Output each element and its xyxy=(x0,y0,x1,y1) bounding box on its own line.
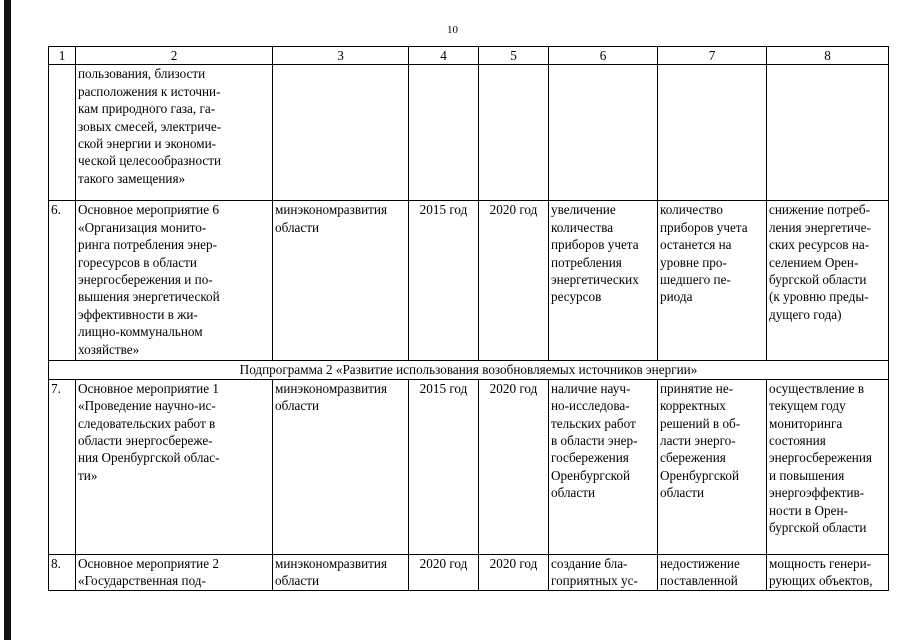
cell-line: сбережения xyxy=(660,450,726,466)
indicator-link-cell xyxy=(767,379,889,554)
end-year-cell: 2020 год xyxy=(479,379,549,554)
cell-line: такого замещения» xyxy=(78,170,186,186)
cell-line: энергосбережения и по- xyxy=(78,272,213,288)
cell-line: ния Оренбургской облас- xyxy=(78,450,220,466)
cell-line: Основное мероприятие 1 xyxy=(78,380,219,396)
start-year-cell xyxy=(409,65,479,201)
page-number: 10 xyxy=(447,24,458,36)
cell-line: количество xyxy=(660,202,723,218)
indicator-link-cell xyxy=(767,65,889,201)
cell-line: следовательских работ в xyxy=(78,415,216,431)
cell-line: и повышения xyxy=(769,467,845,483)
executor-cell xyxy=(273,65,409,201)
cell-line: останется на xyxy=(660,237,732,253)
table-row xyxy=(49,65,889,201)
header-cell-3: 3 xyxy=(273,47,409,65)
cell-line: хозяйстве» xyxy=(78,341,140,357)
cell-line: но-исследова- xyxy=(551,398,630,414)
expected-result-cell xyxy=(549,379,658,554)
cell-line: потребления xyxy=(551,254,622,270)
cell-line: приборов учета xyxy=(660,219,748,235)
cell-line: ления энергетиче- xyxy=(769,219,871,235)
cell-line: ности в Орен- xyxy=(769,502,848,518)
cell-line: бургской области xyxy=(769,520,867,536)
cell-line: энергоэффектив- xyxy=(769,485,865,501)
table-row xyxy=(49,554,889,590)
cell-line: госбережения xyxy=(551,450,629,466)
cell-line: горесурсов в области xyxy=(78,254,197,270)
cell-line: кам природного газа, га- xyxy=(78,101,216,117)
expected-result-cell xyxy=(549,201,658,361)
activity-cell xyxy=(76,201,273,361)
cell-line: дущего года) xyxy=(769,306,842,322)
cell-line: осуществление в xyxy=(769,380,865,396)
cell-line: Основное мероприятие 6 xyxy=(78,202,219,218)
consequence-cell xyxy=(658,379,767,554)
activity-cell xyxy=(76,554,273,590)
cell-line: пользования, близости xyxy=(78,66,206,82)
cell-line: энергетических xyxy=(551,272,639,288)
subprogram-title: Подпрограмма 2 «Развитие использования возобновляемых источников энергии» xyxy=(49,361,889,379)
cell-line: минэкономразвития xyxy=(275,380,388,396)
cell-line: «Проведение научно-ис- xyxy=(78,398,216,414)
table-row xyxy=(49,379,889,554)
header-cell-1: 1 xyxy=(49,47,76,65)
cell-line: тельских работ xyxy=(551,415,636,431)
cell-line: области xyxy=(551,485,596,501)
end-year-cell: 2020 год xyxy=(479,554,549,590)
cell-line: ресурсов xyxy=(551,289,602,305)
cell-line: расположения к источни- xyxy=(78,83,221,99)
activity-cell xyxy=(76,65,273,201)
cell-line: текущем году xyxy=(769,398,846,414)
cell-line: Основное мероприятие 2 xyxy=(78,555,219,571)
indicator-link-cell xyxy=(767,554,889,590)
indicator-link-cell xyxy=(767,201,889,361)
cell-line: области xyxy=(275,573,320,589)
scan-edge-bar xyxy=(4,0,11,640)
cell-line: ти» xyxy=(78,467,98,483)
header-cell-7: 7 xyxy=(658,47,767,65)
cell-line: корректных xyxy=(660,398,726,414)
end-year-cell xyxy=(479,65,549,201)
cell-line: области xyxy=(660,485,705,501)
cell-line: вышения энергетической xyxy=(78,289,220,305)
cell-line: гоприятных ус- xyxy=(551,573,638,589)
cell-line: зовых смесей, электриче- xyxy=(78,118,222,134)
cell-line: селением Орен- xyxy=(769,254,859,270)
header-cell-2: 2 xyxy=(76,47,273,65)
cell-line: рующих объектов, xyxy=(769,573,873,589)
cell-line: «Организация монито- xyxy=(78,219,207,235)
cell-line: бургской области xyxy=(769,272,867,288)
header-cell-6: 6 xyxy=(549,47,658,65)
cell-line: Оренбургской xyxy=(551,467,631,483)
cell-line: ской энергии и экономи- xyxy=(78,136,217,152)
cell-line: создание бла- xyxy=(551,555,628,571)
row-number-cell: 7. xyxy=(49,379,76,554)
cell-line: ринга потребления энер- xyxy=(78,237,217,253)
cell-line: ских ресурсов на- xyxy=(769,237,870,253)
cell-line: уровне про- xyxy=(660,254,727,270)
measures-table xyxy=(48,46,889,591)
cell-line: риода xyxy=(660,289,693,305)
cell-line: поставленной xyxy=(660,573,738,589)
cell-line: состояния xyxy=(769,433,826,449)
cell-line: шедшего пе- xyxy=(660,272,731,288)
cell-line: области энергосбереже- xyxy=(78,433,213,449)
header-cell-8: 8 xyxy=(767,47,889,65)
cell-line: недостижение xyxy=(660,555,740,571)
cell-line: ческой целесообразности xyxy=(78,153,222,169)
expected-result-cell xyxy=(549,65,658,201)
row-number-cell: 6. xyxy=(49,201,76,361)
row-number-cell: 8. xyxy=(49,554,76,590)
cell-line: решений в об- xyxy=(660,415,741,431)
cell-line: снижение потреб- xyxy=(769,202,870,218)
cell-line: минэкономразвития xyxy=(275,555,388,571)
subprogram-row xyxy=(49,361,889,379)
cell-line: количества xyxy=(551,219,614,235)
cell-line: Оренбургской xyxy=(660,467,740,483)
header-row xyxy=(49,47,889,65)
cell-line: приборов учета xyxy=(551,237,639,253)
cell-line: «Государственная под- xyxy=(78,573,206,589)
cell-line: эффективности в жи- xyxy=(78,306,198,322)
consequence-cell xyxy=(658,65,767,201)
cell-line: области xyxy=(275,219,320,235)
end-year-cell: 2020 год xyxy=(479,201,549,361)
cell-line: энергосбережения xyxy=(769,450,872,466)
cell-line: принятие не- xyxy=(660,380,734,396)
table-row xyxy=(49,201,889,361)
header-cell-5: 5 xyxy=(479,47,549,65)
start-year-cell: 2015 год xyxy=(409,201,479,361)
start-year-cell: 2020 год xyxy=(409,554,479,590)
cell-line: минэкономразвития xyxy=(275,202,388,218)
expected-result-cell xyxy=(549,554,658,590)
cell-line: мониторинга xyxy=(769,415,843,431)
activity-cell xyxy=(76,379,273,554)
cell-line: области xyxy=(275,398,320,414)
cell-line: мощность генери- xyxy=(769,555,872,571)
consequence-cell xyxy=(658,554,767,590)
executor-cell xyxy=(273,201,409,361)
executor-cell xyxy=(273,379,409,554)
cell-line: (к уровню преды- xyxy=(769,289,869,305)
cell-line: увеличение xyxy=(551,202,616,218)
start-year-cell: 2015 год xyxy=(409,379,479,554)
cell-line: лищно-коммунальном xyxy=(78,324,203,340)
row-number-cell xyxy=(49,65,76,201)
cell-line: ласти энерго- xyxy=(660,433,736,449)
cell-line: наличие науч- xyxy=(551,380,631,396)
consequence-cell xyxy=(658,201,767,361)
cell-line: в области энер- xyxy=(551,433,638,449)
header-cell-4: 4 xyxy=(409,47,479,65)
executor-cell xyxy=(273,554,409,590)
